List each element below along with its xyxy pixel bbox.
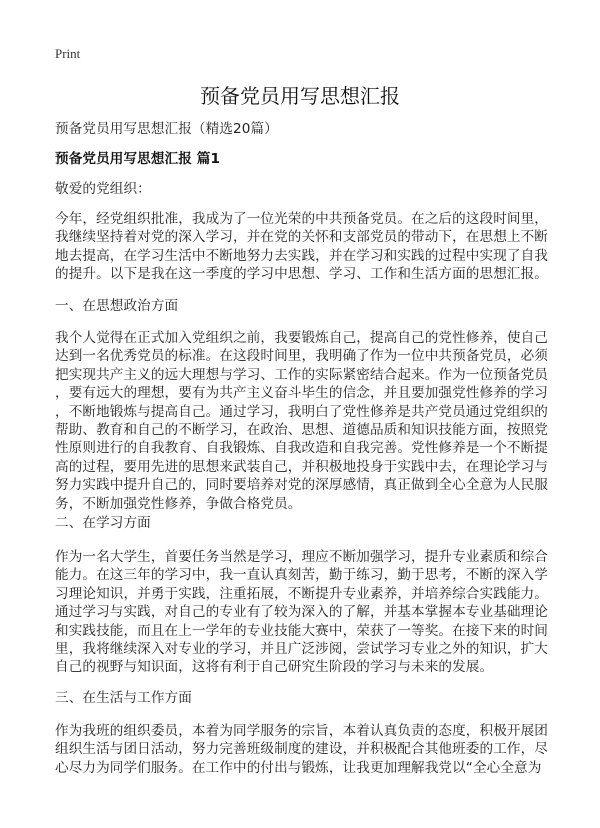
paragraph-intro	[55, 210, 548, 284]
document-title: 预备党员用写思想汇报	[200, 84, 400, 108]
document-subtitle	[55, 120, 278, 138]
section-heading-politics	[55, 297, 178, 315]
text-line: 心尽力为同学们服务。在工作中的付出与锻炼，让我更加理解我党以“全心全意为	[55, 759, 542, 776]
text-line: 自己的视野与知识面，这将有利于自己研究生阶段的学习与未来的发展。	[55, 659, 494, 676]
section-heading-life-work	[55, 689, 192, 707]
print-link[interactable]: Print	[55, 46, 81, 61]
text-line: 我继续坚持着对党的深入学习，并在党的关怀和支部党员的带动下，在思想上不断	[55, 229, 548, 246]
text-line: 一、在思想政治方面	[55, 298, 179, 314]
text-line: 把实现共产主义的远大理想与学习、工作的实际紧密结合起来。作为一位预备党员	[55, 366, 548, 383]
text-line: 地去提高，在学习生活中不断地努力去实践，并在学习和实践的过程中实现了自我	[55, 247, 548, 264]
text-line: 通过学习与实践，对自己的专业有了较为深入的了解，并基本掌握本专业基础理论	[55, 604, 548, 621]
text-line: 性原则进行的自我教育、自我锻炼、自我改造和自我完善。党性修养是一个不断提	[55, 440, 548, 457]
text-line: 组织生活与团日活动，努力完善班级制度的建设，并积极配合其他班委的工作，尽	[55, 741, 548, 758]
text-line: 预备党员用写思想汇报（精选20篇）	[55, 121, 278, 137]
text-line: 里，我将继续深入对专业的学习，并且广泛涉阅，尝试学习专业之外的知识，扩大	[55, 641, 548, 658]
text-line: 帮助、教育和自己的不断学习，在政治、思想、道德品质和知识技能方面，按照党	[55, 422, 548, 439]
greeting	[55, 180, 151, 198]
text-line: 作为一名大学生，首要任务当然是学习，理应不断加强学习，提升专业素质和综合	[55, 549, 548, 565]
text-line: 努力实践中提升自己的，同时要培养对党的深厚感情，真正做到全心全意为人民服	[55, 477, 548, 494]
text-line: 高的过程，要用先进的思想来武装自己，并积极地投身于实践中去，在理论学习与	[55, 458, 548, 475]
text-line: 习理论知识，并勇于实践，注重拓展，不断提升专业素养，并培养综合实践能力。	[55, 585, 548, 602]
article-heading	[55, 150, 220, 168]
text-line: 和实践技能，而且在上一学年的专业技能大赛中，荣获了一等奖。在接下来的时间	[55, 622, 548, 639]
text-line: 敬爱的党组织：	[55, 181, 151, 197]
text-line: 的提升。以下是我在这一季度的学习中思想、学习、工作和生活方面的思想汇报。	[55, 266, 548, 283]
paragraph-study	[55, 548, 548, 677]
section-heading-study	[55, 514, 151, 532]
text-line: 三、在生活与工作方面	[55, 690, 192, 706]
text-line: 预备党员用写思想汇报 篇1	[55, 151, 221, 167]
text-line: 我个人觉得在正式加入党组织之前，我要锻炼自己，提高自己的党性修养，使自己	[55, 330, 548, 346]
paragraph-life-work	[55, 722, 548, 777]
text-line: 二、在学习方面	[55, 515, 151, 531]
text-line: 达到一名优秀党员的标准。在这段时间里，我明确了作为一位中共预备党员，必须	[55, 348, 548, 365]
text-line: 能力。在这三年的学习中，我一直认真刻苦，勤于练习，勤于思考，不断的深入学	[55, 567, 548, 584]
text-line: 作为我班的组织委员，本着为同学服务的宗旨，本着认真负责的态度，积极开展团	[55, 723, 548, 739]
text-line: 务，不断加强党性修养，争做合格党员。	[55, 495, 302, 512]
text-line: 今年，经党组织批准，我成为了一位光荣的中共预备党员。在之后的这段时间里，	[55, 211, 548, 227]
text-line: ，要有远大的理想，要有为共产主义奋斗毕生的信念，并且要加强党性修养的学习	[55, 385, 548, 402]
text-line: ，不断地锻炼与提高自己。通过学习，我明白了党性修养是共产党员通过党组织的	[55, 403, 548, 420]
paragraph-politics	[55, 329, 548, 513]
